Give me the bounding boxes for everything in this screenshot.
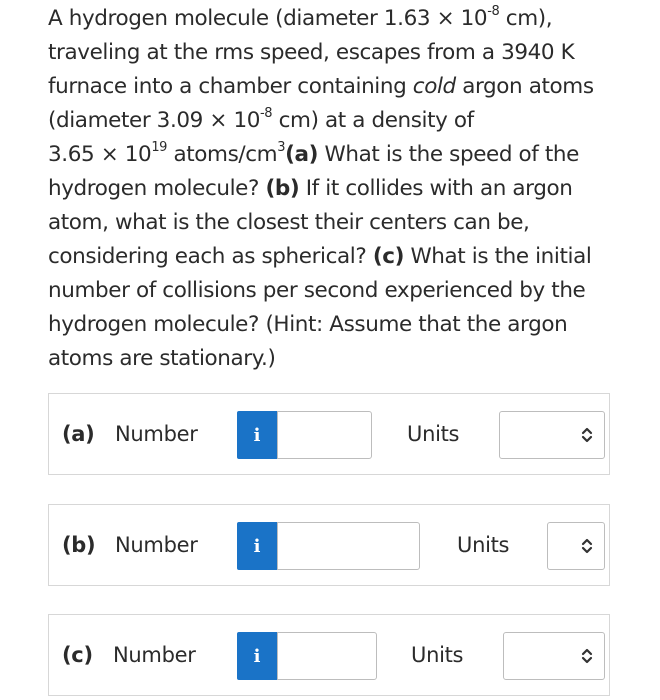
info-icon[interactable]: i [237, 522, 277, 570]
chevron-up-down-icon [580, 646, 594, 666]
number-input-b[interactable] [277, 522, 420, 570]
units-label-a: Units [407, 422, 460, 446]
answer-row-b [48, 504, 610, 586]
part-label-c: (c) [62, 643, 93, 667]
units-label-b: Units [457, 533, 510, 557]
info-icon[interactable]: i [237, 632, 277, 680]
units-select-a[interactable] [499, 411, 605, 459]
chevron-up-down-icon [580, 536, 594, 556]
answer-row-a [48, 393, 610, 475]
units-select-b[interactable] [547, 522, 605, 570]
number-label-a: Number [115, 422, 198, 446]
number-input-a[interactable] [277, 411, 372, 459]
units-select-c[interactable] [503, 632, 605, 680]
info-icon[interactable]: i [237, 411, 277, 459]
answer-row-c [48, 614, 610, 696]
number-input-c[interactable] [277, 632, 377, 680]
part-label-a: (a) [62, 422, 95, 446]
units-label-c: Units [411, 643, 464, 667]
number-label-c: Number [113, 643, 196, 667]
question-text: A hydrogen molecule (diameter $1.63 \times 10^{-8}$ cm), traveling at the rms speed, escapes from a 3940 K furnace into a chamber containing cold argon atoms (diameter $3.09 \times 10^{-8}$ cm) at a density of $3.65 \times 10^{19}$ atoms/$cm^3(a)$ What is the speed of the hydrogen molecule? (b) If it collides with an argon atom, what is the closest their centers can be, considering each as spherical? (c) What is the initial number of collisions per second experienced by the hydrogen molecule? (Hint: Assume that the argon atoms are stationary.) [48, 3, 594, 371]
number-label-b: Number [115, 533, 198, 557]
part-label-b: (b) [62, 533, 96, 557]
chevron-up-down-icon [580, 425, 594, 445]
